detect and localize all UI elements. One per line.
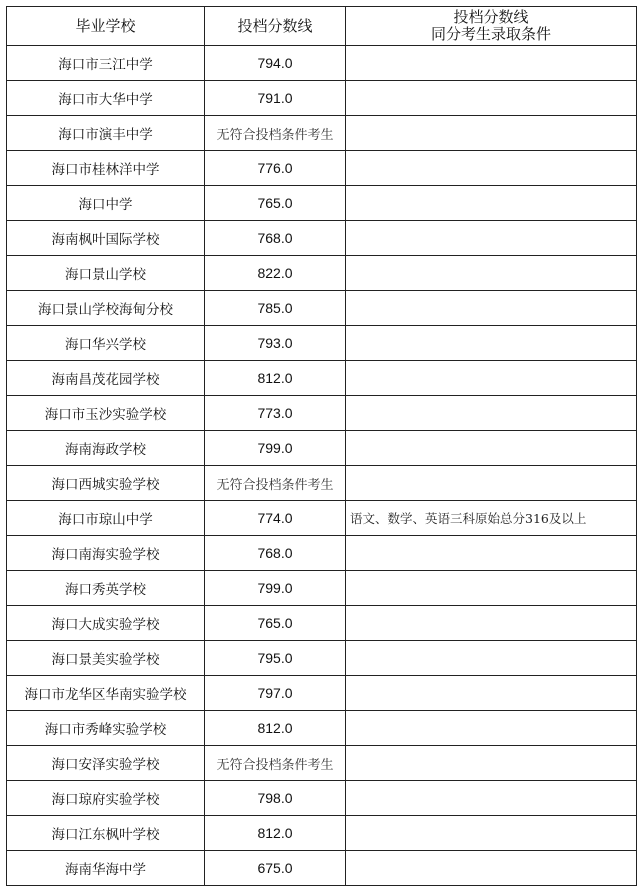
tie-condition-cell: [346, 746, 637, 781]
school-name-cell: 海口安泽实验学校: [7, 746, 205, 781]
header-score: 投档分数线: [205, 7, 346, 46]
score-cell: 675.0: [205, 851, 346, 886]
tie-condition-cell: [346, 571, 637, 606]
header-tie-condition: [346, 7, 637, 46]
tie-condition-cell: [346, 781, 637, 816]
school-name-cell: 海南华海中学: [7, 851, 205, 886]
table-row: [7, 466, 637, 501]
school-name-cell: 海南枫叶国际学校: [7, 221, 205, 256]
tie-condition-cell: [346, 81, 637, 116]
school-name-cell: 海口景山学校海甸分校: [7, 291, 205, 326]
table-row: [7, 361, 637, 396]
school-name-cell: 海口琼府实验学校: [7, 781, 205, 816]
score-cell: 798.0: [205, 781, 346, 816]
header-school: 毕业学校: [7, 7, 205, 46]
school-name-cell: 海口市三江中学: [7, 46, 205, 81]
table-row: [7, 711, 637, 746]
score-cell: 774.0: [205, 501, 346, 536]
tie-condition-cell: [346, 816, 637, 851]
school-name-cell: 海口市秀峰实验学校: [7, 711, 205, 746]
table-row: [7, 746, 637, 781]
table-row: [7, 536, 637, 571]
table-row: [7, 501, 637, 536]
tie-condition-cell: [346, 711, 637, 746]
school-name-cell: 海口华兴学校: [7, 326, 205, 361]
school-name-cell: 海口中学: [7, 186, 205, 221]
score-cell: 822.0: [205, 256, 346, 291]
table-row: [7, 641, 637, 676]
school-name-cell: 海口市龙华区华南实验学校: [7, 676, 205, 711]
score-cell: 793.0: [205, 326, 346, 361]
school-name-cell: 海口大成实验学校: [7, 606, 205, 641]
school-name-cell: 海口西城实验学校: [7, 466, 205, 501]
score-cell: 812.0: [205, 711, 346, 746]
school-name-cell: 海口江东枫叶学校: [7, 816, 205, 851]
tie-condition-cell: [346, 291, 637, 326]
tie-condition-cell: [346, 396, 637, 431]
school-name-cell: 海口市琼山中学: [7, 501, 205, 536]
score-cell: 765.0: [205, 606, 346, 641]
table-row: [7, 256, 637, 291]
tie-condition-cell: [346, 221, 637, 256]
school-name-cell: 海南昌茂花园学校: [7, 361, 205, 396]
score-cell: 795.0: [205, 641, 346, 676]
tie-condition-cell: [346, 46, 637, 81]
table-header-row: [7, 7, 637, 46]
score-cell: 无符合投档条件考生: [205, 746, 346, 781]
tie-condition-cell: [346, 536, 637, 571]
score-cell: 797.0: [205, 676, 346, 711]
score-cell: 768.0: [205, 221, 346, 256]
score-cell: 768.0: [205, 536, 346, 571]
table-row: [7, 606, 637, 641]
tie-condition-cell: [346, 606, 637, 641]
score-cell: 785.0: [205, 291, 346, 326]
table-row: [7, 431, 637, 466]
score-cell: 812.0: [205, 361, 346, 396]
tie-condition-cell: 语文、数学、英语三科原始总分316及以上: [346, 501, 637, 536]
admission-score-table: [6, 6, 637, 886]
table-row: [7, 326, 637, 361]
tie-condition-cell: [346, 641, 637, 676]
table-row: [7, 396, 637, 431]
school-name-cell: 海口市玉沙实验学校: [7, 396, 205, 431]
score-cell: 794.0: [205, 46, 346, 81]
school-name-cell: 海南海政学校: [7, 431, 205, 466]
score-cell: 773.0: [205, 396, 346, 431]
table-row: [7, 81, 637, 116]
school-name-cell: 海口市演丰中学: [7, 116, 205, 151]
tie-condition-cell: [346, 151, 637, 186]
score-cell: 812.0: [205, 816, 346, 851]
score-cell: 799.0: [205, 571, 346, 606]
school-name-cell: 海口景美实验学校: [7, 641, 205, 676]
score-cell: 799.0: [205, 431, 346, 466]
tie-condition-cell: [346, 851, 637, 886]
score-cell: 791.0: [205, 81, 346, 116]
table-row: [7, 291, 637, 326]
table-row: [7, 571, 637, 606]
table-row: [7, 816, 637, 851]
table-row: [7, 851, 637, 886]
tie-condition-cell: [346, 256, 637, 291]
tie-condition-cell: [346, 116, 637, 151]
table-row: [7, 186, 637, 221]
tie-condition-cell: [346, 676, 637, 711]
tie-condition-cell: [346, 326, 637, 361]
score-cell: 776.0: [205, 151, 346, 186]
school-name-cell: 海口南海实验学校: [7, 536, 205, 571]
score-cell: 无符合投档条件考生: [205, 466, 346, 501]
tie-condition-cell: [346, 431, 637, 466]
header-tie-condition-line1: 投档分数线: [453, 8, 529, 26]
table-row: [7, 221, 637, 256]
tie-condition-cell: [346, 186, 637, 221]
school-name-cell: 海口秀英学校: [7, 571, 205, 606]
school-name-cell: 海口景山学校: [7, 256, 205, 291]
tie-condition-cell: [346, 361, 637, 396]
table-row: [7, 151, 637, 186]
school-name-cell: 海口市大华中学: [7, 81, 205, 116]
score-cell: 无符合投档条件考生: [205, 116, 346, 151]
tie-condition-cell: [346, 466, 637, 501]
school-name-cell: 海口市桂林洋中学: [7, 151, 205, 186]
score-cell: 765.0: [205, 186, 346, 221]
table-row: [7, 676, 637, 711]
table-row: [7, 781, 637, 816]
table-row: [7, 46, 637, 81]
header-tie-condition-line2: 同分考生录取条件: [430, 25, 551, 43]
table-row: [7, 116, 637, 151]
